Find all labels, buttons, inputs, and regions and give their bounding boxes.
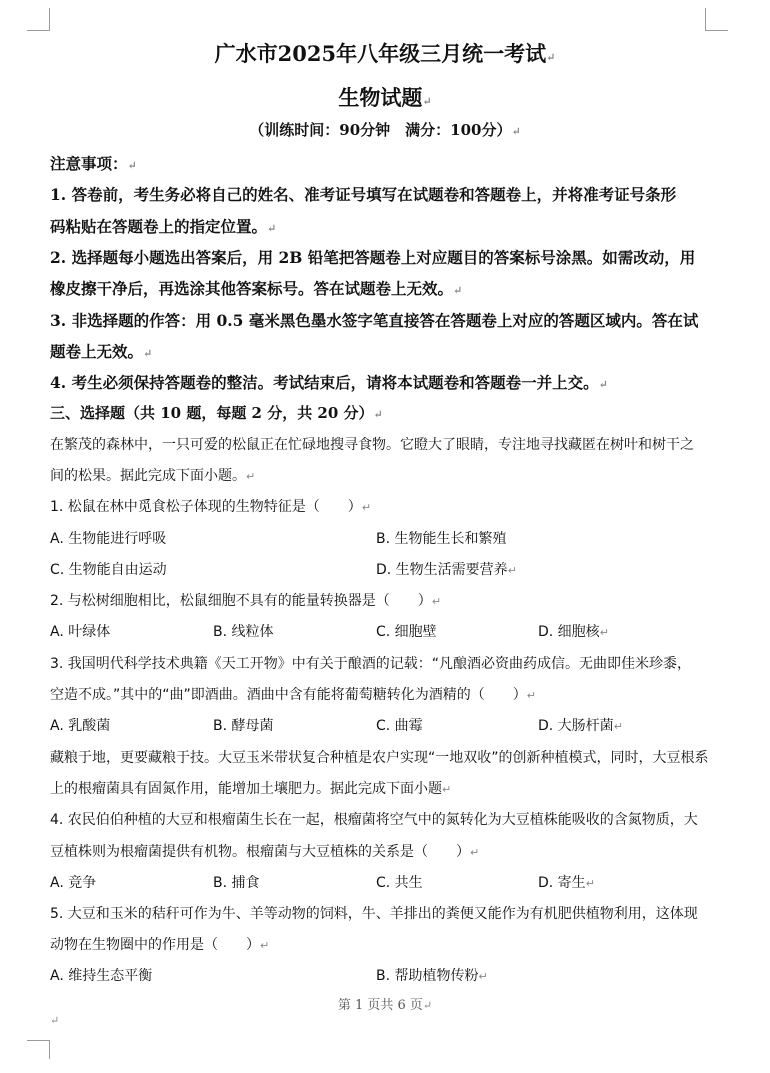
option: A. 维持生态平衡: [50, 968, 153, 984]
option: B. 线粒体: [213, 624, 274, 640]
question-stem: 1. 松鼠在林中觅食松子体现的生物特征是（ ）↵: [50, 499, 372, 515]
notice-line: 题卷上无效。↵: [50, 342, 153, 361]
option: A. 叶绿体: [50, 624, 111, 640]
passage-line: 藏粮于地，更要藏粮于技。大豆玉米带状复合种植是农户实现“一地双收”的创新种植模式，同时，大豆根系: [50, 750, 709, 766]
option: D. 寄生↵: [538, 875, 595, 891]
question-stem: 4. 农民伯伯种植的大豆和根瘤菌生长在一起，根瘤菌将空气中的氮转化为大豆植株能吸收的含氮物质，大: [50, 812, 698, 828]
paragraph-mark: ↵: [50, 1014, 60, 1027]
passage-line: 间的松果。据此完成下面小题。↵: [50, 468, 256, 484]
option: C. 细胞壁: [376, 624, 437, 640]
notice-line: 2. 选择题每小题选出答案后，用 2B 铅笔把答题卷上对应题目的答案标号涂黑。如需改动，用: [50, 248, 696, 267]
passage-line: 在繁茂的森林中，一只可爱的松鼠正在忙碌地搜寻食物。它瞪大了眼睛，专注地寻找藏匿在树叶和树干之: [50, 437, 694, 453]
option: A. 生物能进行呼吸: [50, 531, 167, 547]
option: D. 细胞核↵: [538, 624, 609, 640]
crop-mark-top-right: [705, 8, 728, 31]
notice-line: 码粘贴在答题卷上的指定位置。↵: [50, 217, 277, 236]
exam-subject: 生物试题↵: [338, 85, 432, 110]
page-number: 第 1 页共 6 页↵: [337, 998, 433, 1013]
option: B. 生物能生长和繁殖: [376, 531, 507, 547]
option: D. 大肠杆菌↵: [538, 718, 623, 734]
notice-line: 1. 答卷前，考生务必将自己的姓名、准考证号填写在试题卷和答题卷上，并将准考证号条形: [50, 185, 677, 204]
passage-line: 上的根瘤菌具有固氮作用，能增加土壤肥力。据此完成下面小题↵: [50, 781, 452, 797]
option: B. 酵母菌: [213, 718, 274, 734]
question-stem: 动物在生物圈中的作用是（ ）↵: [50, 937, 270, 953]
option: C. 生物能自由运动: [50, 562, 167, 578]
exam-meta: （训练时间：90分钟 满分：100分）↵: [249, 121, 521, 139]
option: C. 共生: [376, 875, 423, 891]
question-stem: 空造不成。”其中的“曲”即酒曲。酒曲中含有能将葡萄糖转化为酒精的（ ）↵: [50, 687, 536, 703]
notice-line: 4. 考生必须保持答题卷的整洁。考试结束后，请将本试题卷和答题卷一并上交。↵: [50, 373, 608, 392]
crop-mark-bottom-left: [27, 1040, 50, 1059]
option: B. 捕食: [213, 875, 260, 891]
section-heading: 三、选择题（共 10 题，每题 2 分，共 20 分）↵: [50, 404, 383, 422]
exam-title: 广水市2025年八年级三月统一考试↵: [214, 41, 556, 66]
question-stem: 3. 我国明代科学技术典籍《天工开物》中有关于酿酒的记载：“凡酿酒必资曲药成信。无曲即佳米珍黍，: [50, 656, 692, 672]
question-stem: 豆植株则为根瘤菌提供有机物。根瘤菌与大豆植株的关系是（ ）↵: [50, 844, 480, 860]
option: D. 生物生活需要营养↵: [376, 562, 517, 578]
option: A. 乳酸菌: [50, 718, 111, 734]
notice-line: 3. 非选择题的作答：用 0.5 毫米黑色墨水签字笔直接答在答题卷上对应的答题区域内。答在试: [50, 311, 699, 330]
notice-line: 橡皮擦干净后，再选涂其他答案标号。答在试题卷上无效。↵: [50, 279, 463, 298]
option: A. 竞争: [50, 875, 97, 891]
notice-heading: 注意事项：↵: [50, 154, 137, 173]
question-stem: 5. 大豆和玉米的秸秆可作为牛、羊等动物的饲料，牛、羊排出的粪便又能作为有机肥供植物利用，这体现: [50, 906, 698, 922]
crop-mark-top-left: [27, 8, 50, 31]
option: B. 帮助植物传粉↵: [376, 968, 488, 984]
paragraph-mark: ↵: [546, 51, 556, 64]
question-stem: 2. 与松树细胞相比，松鼠细胞不具有的能量转换器是（ ）↵: [50, 593, 442, 609]
option: C. 曲霉: [376, 718, 423, 734]
